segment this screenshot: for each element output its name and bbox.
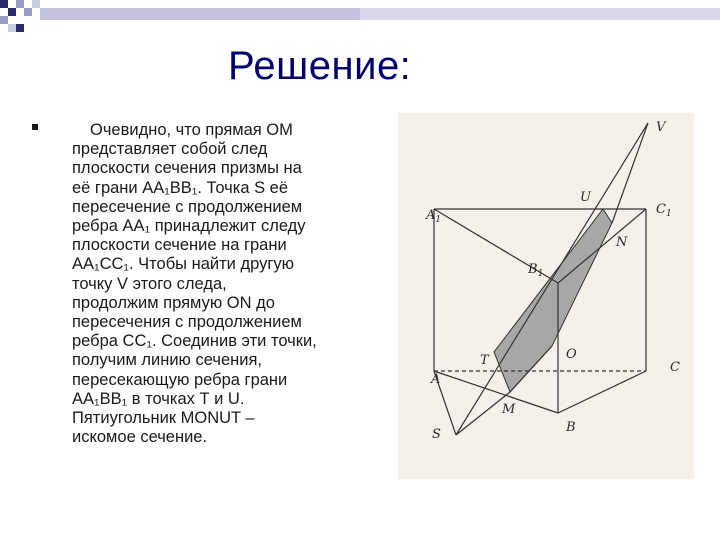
section-polygon	[494, 209, 612, 392]
paragraph-line: ребра СС₁. Соединив эти точки,	[72, 332, 317, 351]
label-A: A	[431, 372, 441, 387]
paragraph-line: пересечение с продолжением	[72, 197, 303, 216]
label-S: S	[432, 427, 441, 442]
paragraph-line: представляет собой след	[72, 140, 268, 159]
label-B: B	[566, 420, 576, 435]
label-V: V	[656, 120, 666, 135]
paragraph-line: получим линию сечения,	[72, 351, 262, 370]
label-C: C	[670, 360, 680, 375]
label-O: O	[566, 347, 577, 362]
bullet-marker	[32, 124, 38, 130]
paragraph-line: продолжим прямую ON до	[72, 293, 275, 312]
paragraph-line: пересекающую ребра грани	[72, 370, 288, 389]
label-U: U	[580, 190, 591, 205]
conclusion-line: Пятиугольник MONUT –	[72, 409, 255, 428]
paragraph-line: её грани АА₁ВВ₁. Точка S её	[72, 178, 289, 197]
paragraph-line: плоскости сечение на грани	[72, 236, 287, 255]
label-M: M	[502, 402, 516, 417]
slide-title: Решение:	[228, 44, 412, 88]
paragraph-line: АА₁ВВ₁ в точках Т и U.	[72, 389, 245, 408]
label-N: N	[616, 235, 628, 250]
paragraph-line: плоскости сечения призмы на	[72, 159, 302, 178]
paragraph-line: точку V этого следа,	[72, 274, 227, 293]
paragraph-line: ребра АА₁ принадлежит следу	[72, 217, 306, 236]
conclusion-line: искомое сечение.	[72, 428, 208, 447]
label-B1: $B_1$	[528, 262, 544, 279]
label-C1: $C_1$	[656, 202, 672, 219]
label-A1: $A_1$	[426, 208, 442, 225]
solution-paragraph	[72, 121, 402, 447]
prism-section-figure	[398, 113, 694, 479]
label-T: T	[480, 353, 489, 368]
prism-edges	[434, 123, 648, 435]
paragraph-line: пересечения с продолжением	[72, 313, 302, 332]
paragraph-line: АА₁СС₁. Чтобы найти другую	[72, 255, 294, 274]
paragraph-line: Очевидно, что прямая ОМ	[90, 121, 293, 139]
corner-decoration	[0, 0, 720, 40]
